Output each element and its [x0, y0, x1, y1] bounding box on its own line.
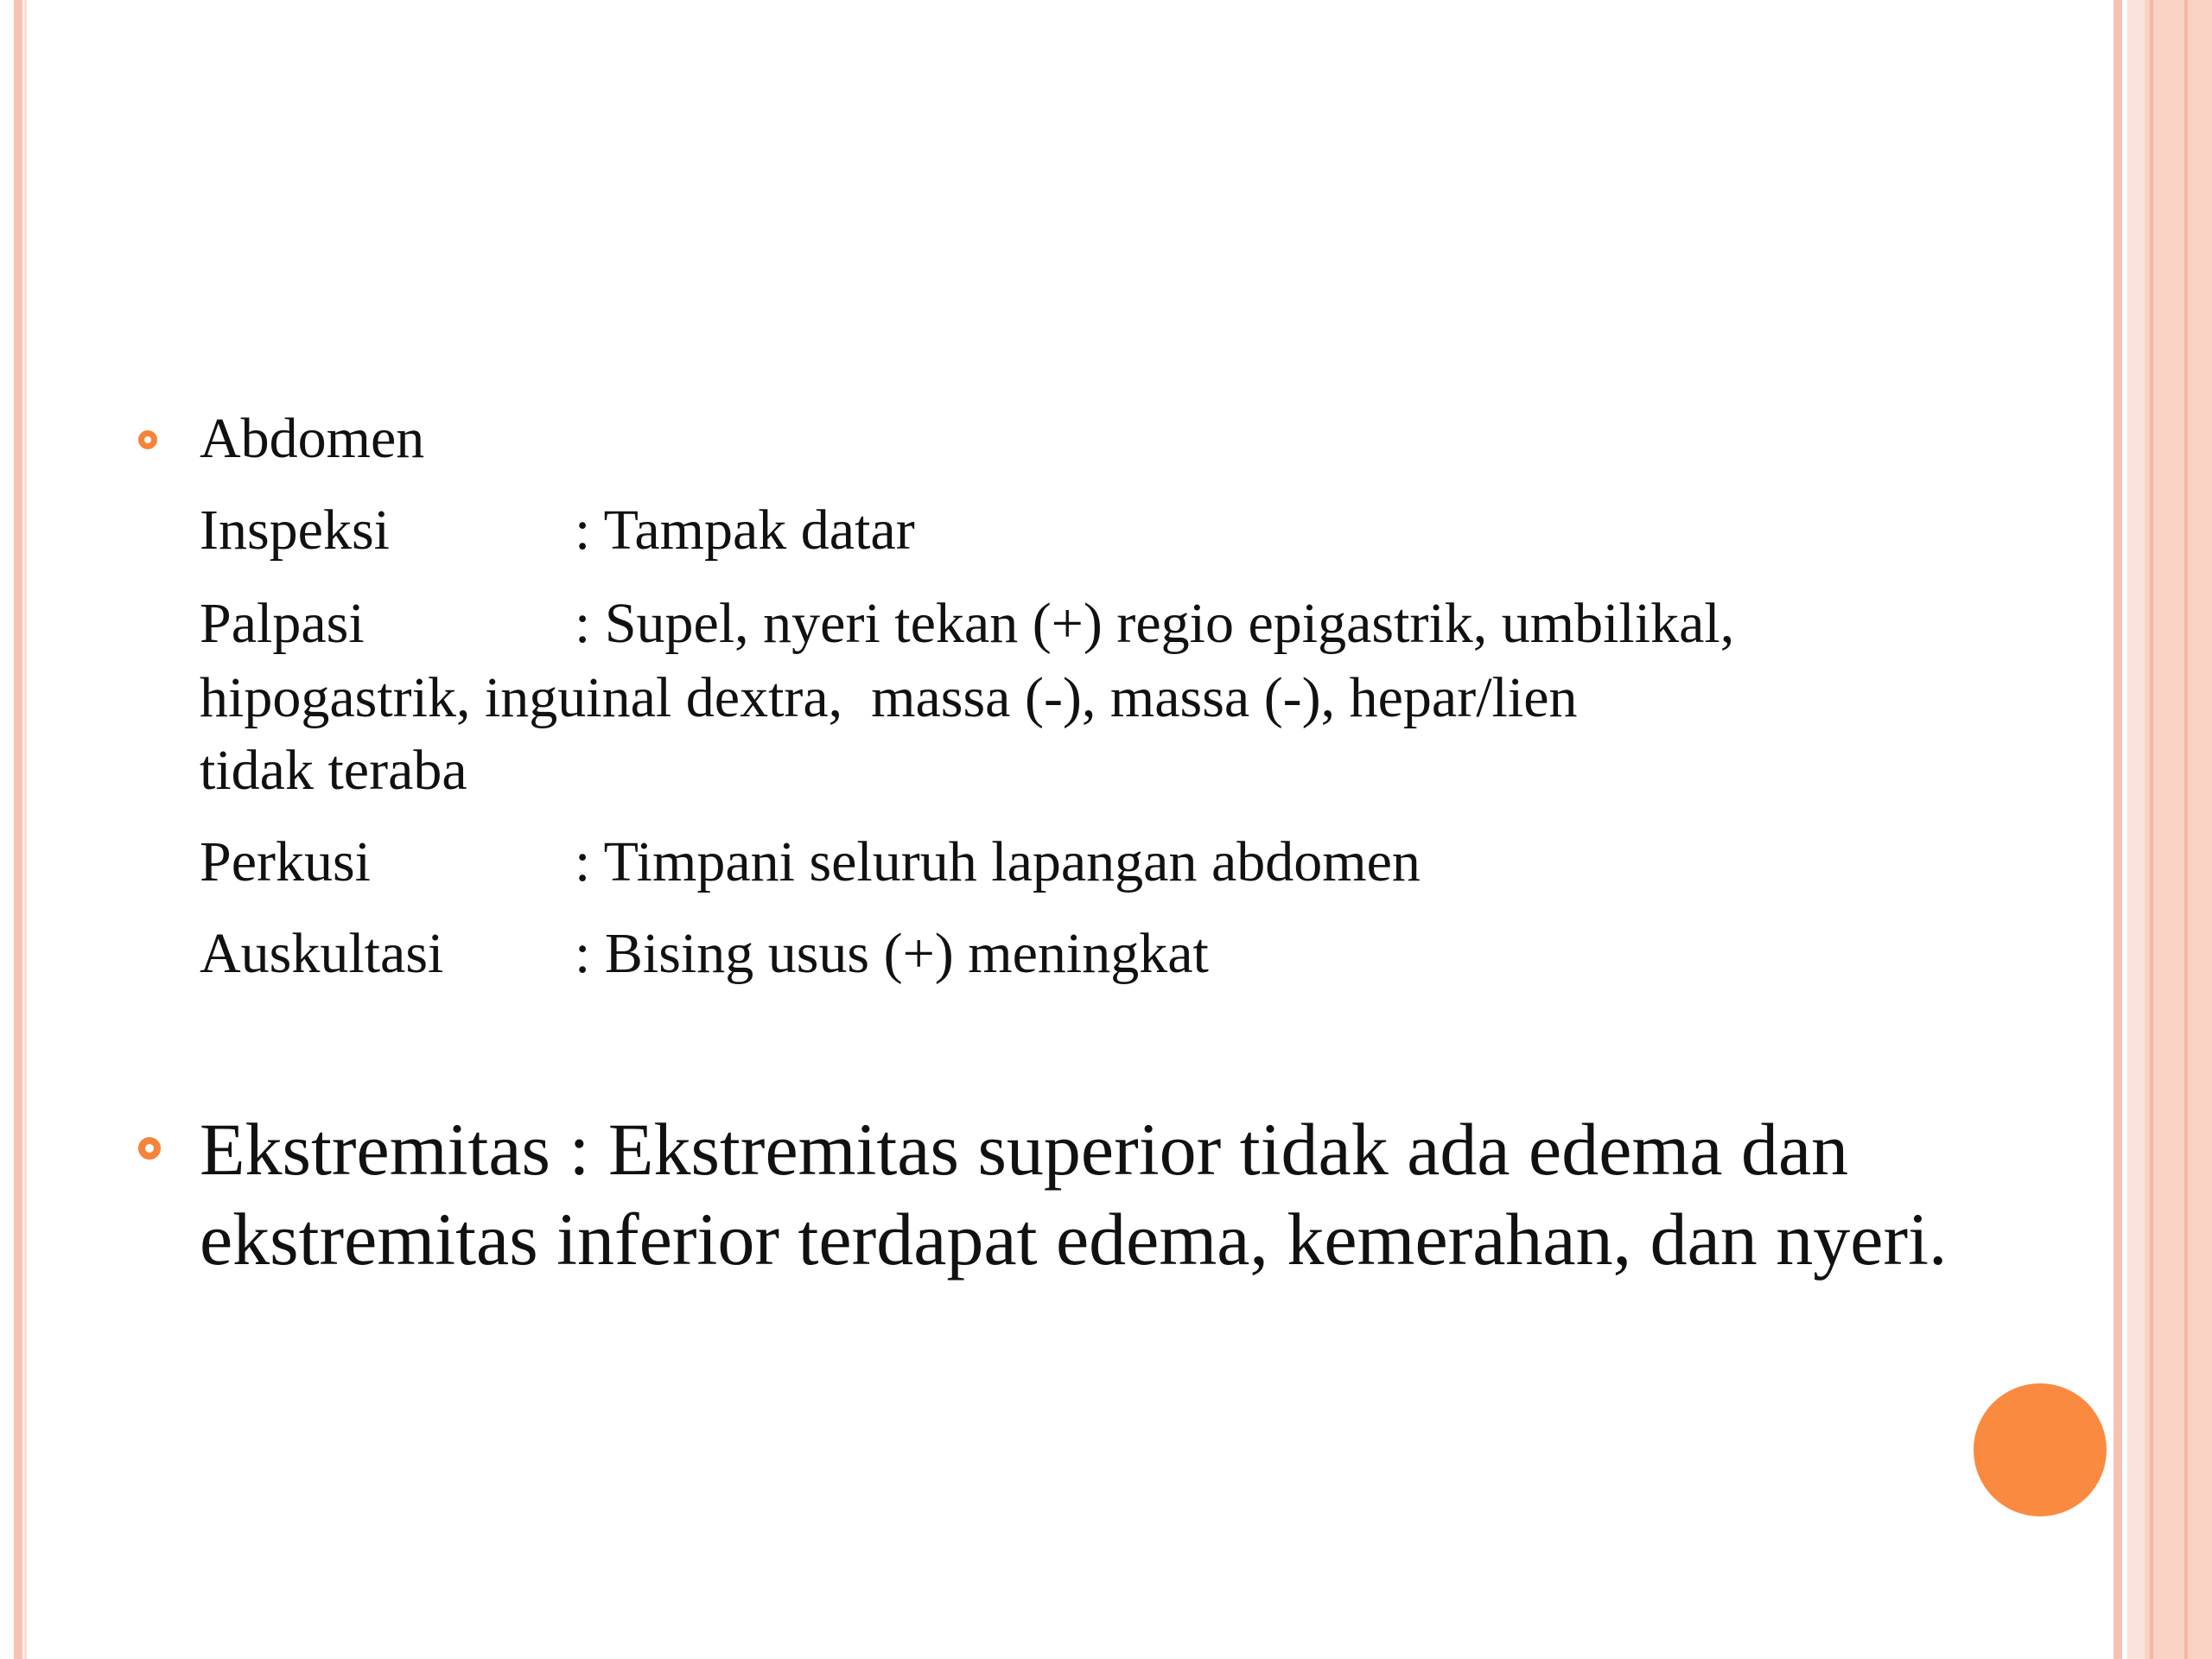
auskultasi-label: Auskultasi	[200, 922, 444, 985]
frame-line-right-accent-2	[2184, 0, 2188, 1659]
frame-line-left	[14, 0, 22, 1659]
inspeksi-label: Inspeksi	[200, 499, 390, 562]
frame-band-right	[2145, 0, 2212, 1659]
palpasi-value-line-3: tidak teraba	[200, 739, 467, 802]
perkusi-value: : Timpani seluruh lapangan abdomen	[575, 830, 1421, 893]
decorative-circle	[1974, 1383, 2107, 1516]
frame-band-right-light	[2127, 0, 2145, 1659]
palpasi-value: : Supel, nyeri tekan (+) regio epigastrik, umbilikal,	[575, 592, 1735, 655]
bullet-icon	[138, 430, 157, 449]
perkusi-label: Perkusi	[200, 830, 371, 893]
inspeksi-value: : Tampak datar	[575, 499, 915, 562]
palpasi-label: Palpasi	[200, 592, 365, 655]
frame-line-left-inner	[24, 0, 27, 1659]
ekstremitas-paragraph: Ekstremitas : Ekstremitas superior tidak ada edema dan ekstremitas inferior terdapat edema, kemerahan, dan nyeri.	[200, 1108, 1948, 1281]
palpasi-value-line-2: hipogastrik, inguinal dextra, massa (-), massa (-), hepar/lien	[200, 666, 1578, 729]
auskultasi-value: : Bising usus (+) meningkat	[575, 922, 1209, 985]
bullet-icon	[138, 1137, 161, 1160]
abdomen-heading: Abdomen	[200, 407, 425, 470]
frame-line-right	[2113, 0, 2122, 1659]
frame-line-right-accent	[2150, 0, 2153, 1659]
